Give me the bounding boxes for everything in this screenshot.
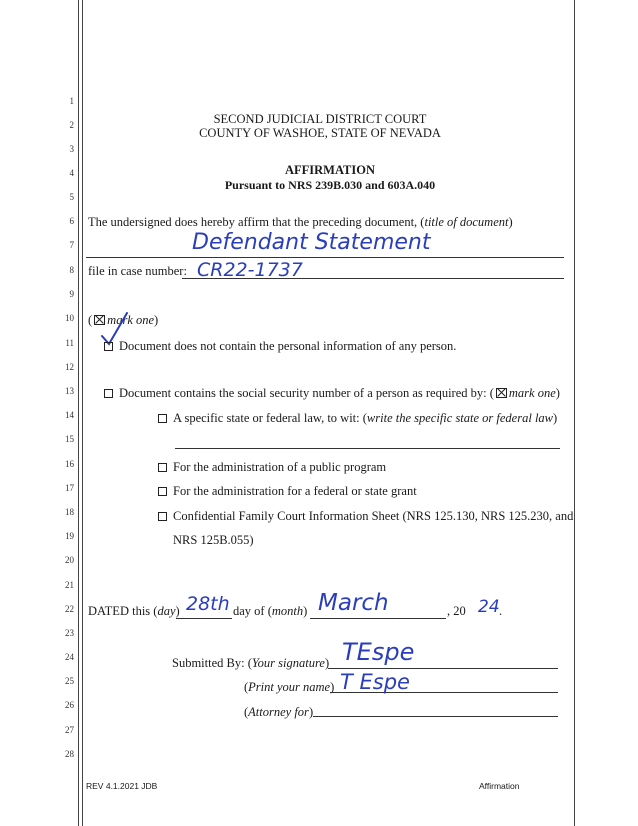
line-number: 14: [65, 410, 74, 420]
year-handwritten: 24: [478, 597, 500, 617]
signature-handwritten: TEspe: [342, 638, 415, 666]
month-line: [310, 618, 446, 619]
checked-box-icon: [496, 388, 507, 398]
line-number: 12: [65, 362, 74, 372]
signature-line: [328, 668, 558, 669]
line-number: 21: [65, 580, 74, 590]
court-name: SECOND JUDICIAL DISTRICT COURT: [213, 112, 427, 126]
line-number: 25: [65, 676, 74, 686]
case-number-label: file in case number:: [88, 264, 187, 278]
line-number: 3: [69, 144, 74, 154]
line-number: 2: [69, 120, 74, 130]
document-title-line: [86, 257, 564, 258]
line-number: 7: [69, 240, 74, 250]
sub-option-public-program-checkbox[interactable]: [158, 463, 167, 472]
line-number: 23: [65, 628, 74, 638]
option-ssn-checkbox[interactable]: [104, 389, 113, 398]
line-number: 5: [69, 192, 74, 202]
line-number: 27: [65, 725, 74, 735]
document-title-handwritten: Defendant Statement: [192, 230, 431, 255]
line-number: 9: [69, 289, 74, 299]
sub-option-law-checkbox[interactable]: [158, 414, 167, 423]
law-write-line: [175, 448, 560, 449]
line-number: 18: [65, 507, 74, 517]
submitted-by-label: Submitted By: (Your signature): [172, 656, 330, 670]
option-ssn: Document contains the social security number of a person as required by: ( mark one): [104, 386, 560, 401]
line-number: 1: [69, 96, 74, 106]
line-number: 20: [65, 555, 74, 565]
option-no-personal-info-checkbox[interactable]: [104, 342, 113, 351]
day-line: [176, 618, 232, 619]
line-number: 28: [65, 749, 74, 759]
line-number: 24: [65, 652, 74, 662]
sub-option-grant: For the administration for a federal or state grant: [158, 484, 417, 499]
line-number: 17: [65, 483, 74, 493]
affirm-statement: The undersigned does hereby affirm that the preceding document, (title of document): [88, 215, 513, 229]
year-prefix: , 20: [447, 604, 466, 618]
line-number: 16: [65, 459, 74, 469]
month-handwritten: March: [318, 590, 389, 616]
sub-option-grant-checkbox[interactable]: [158, 487, 167, 496]
line-number: 11: [65, 338, 74, 348]
month-label: day of (month): [233, 604, 308, 618]
document-subheading: Pursuant to NRS 239B.030 and 603A.040: [224, 178, 436, 192]
case-number-handwritten: CR22-1737: [197, 259, 303, 281]
sub-option-public-program: For the administration of a public program: [158, 460, 386, 475]
footer-revision: REV 4.1.2021 JDB: [86, 781, 158, 791]
document-heading: AFFIRMATION: [284, 163, 376, 177]
sub-option-family-court: Confidential Family Court Information Sheet (NRS 125.130, NRS 125.230, and: [158, 509, 573, 524]
left-margin-rule-1: [78, 0, 79, 826]
line-number: 19: [65, 531, 74, 541]
dated-line: DATED this (day): [88, 604, 180, 618]
footer-title: Affirmation: [479, 781, 520, 791]
line-number: 26: [65, 700, 74, 710]
year-period: .: [499, 604, 503, 618]
line-number: 6: [69, 216, 74, 226]
print-name-label: (Print your name): [244, 680, 335, 694]
sub-option-law: A specific state or federal law, to wit: (write the specific state or federal law): [158, 411, 557, 426]
line-number: 4: [69, 168, 74, 178]
day-handwritten: 28th: [186, 593, 230, 615]
line-number: 15: [65, 434, 74, 444]
line-number: 10: [65, 313, 74, 323]
sub-option-family-court-checkbox[interactable]: [158, 512, 167, 521]
line-number: 22: [65, 604, 74, 614]
left-margin-rule-2: [82, 0, 83, 826]
attorney-for-line: [313, 716, 558, 717]
line-number: 13: [65, 386, 74, 396]
right-margin-rule: [574, 0, 575, 826]
option-no-personal-info: Document does not contain the personal information of any person.: [104, 339, 456, 354]
sub-option-family-court-line2: NRS 125B.055): [173, 533, 254, 547]
court-county: COUNTY OF WASHOE, STATE OF NEVADA: [199, 126, 441, 140]
line-number: 8: [69, 265, 74, 275]
mark-one-instruction: ( mark one): [88, 313, 159, 327]
print-name-handwritten: T Espe: [340, 670, 410, 694]
attorney-for-label: (Attorney for): [244, 705, 314, 719]
